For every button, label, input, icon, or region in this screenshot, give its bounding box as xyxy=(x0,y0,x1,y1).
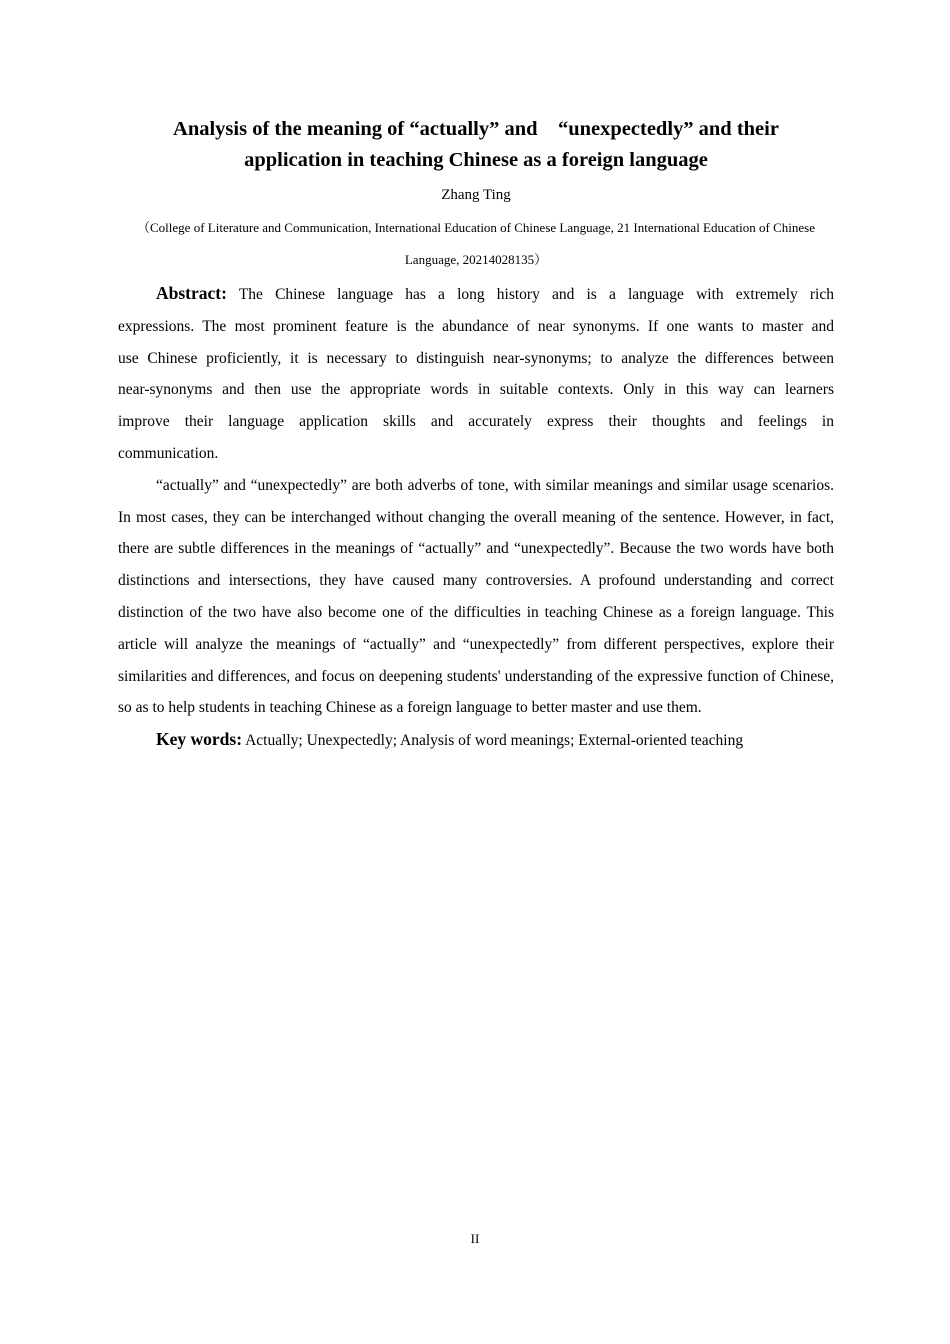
keywords-text: Actually; Unexpectedly; Analysis of word meanings; External-oriented teaching xyxy=(245,732,744,750)
keywords-label: Key words: xyxy=(156,729,243,750)
page-number: II xyxy=(470,1231,480,1246)
abstract-text: The Chinese language has a long history and is a language with extremely rich expressions. The most prominent feature is the abundance of near synonyms. If one wants to master and use Chinese proficiently, it is necessary to distinguish near-synonyms; to analyze the differences between near-synonyms and then use the appropriate words in suitable contexts. Only in this way can learners improve their language application skills and accurately express their thoughts and feelings in communication. xyxy=(118,286,834,462)
body-paragraph-2: “actually” and “unexpectedly” are both adverbs of tone, with similar meanings and similar usage scenarios. In most cases, they can be interchanged without changing the overall meaning of the sentence. However, in fact, there are subtle differences in the meanings of “actually” and “unexpectedly”. Because the two words have both distinctions and intersections, they have caused many controversies. A profound understanding and correct distinction of the two have also become one of the difficulties in teaching Chinese as a foreign language. This article will analyze the meanings of “actually” and “unexpectedly” from different perspectives, explore their similarities and differences, and focus on deepening students' understanding of the expressive function of Chinese, so as to help students in teaching Chinese as a foreign language to better master and use them. xyxy=(118,476,834,717)
paper-title-line2: application in teaching Chinese as a foreign language xyxy=(244,149,708,171)
paper-title-line1: Analysis of the meaning of “actually” and “unexpectedly” and their xyxy=(173,118,779,140)
author-name: Zhang Ting xyxy=(441,187,511,203)
page-content xyxy=(118,114,834,757)
abstract-paragraph xyxy=(118,278,834,470)
paper-title xyxy=(118,114,834,176)
author-affiliation: （College of Literature and Communication, International Education of Chinese Language, 21 International Education of Chinese Language, 20214028135） xyxy=(137,220,815,267)
abstract-label: Abstract: xyxy=(156,283,227,303)
keywords-paragraph xyxy=(118,724,834,757)
